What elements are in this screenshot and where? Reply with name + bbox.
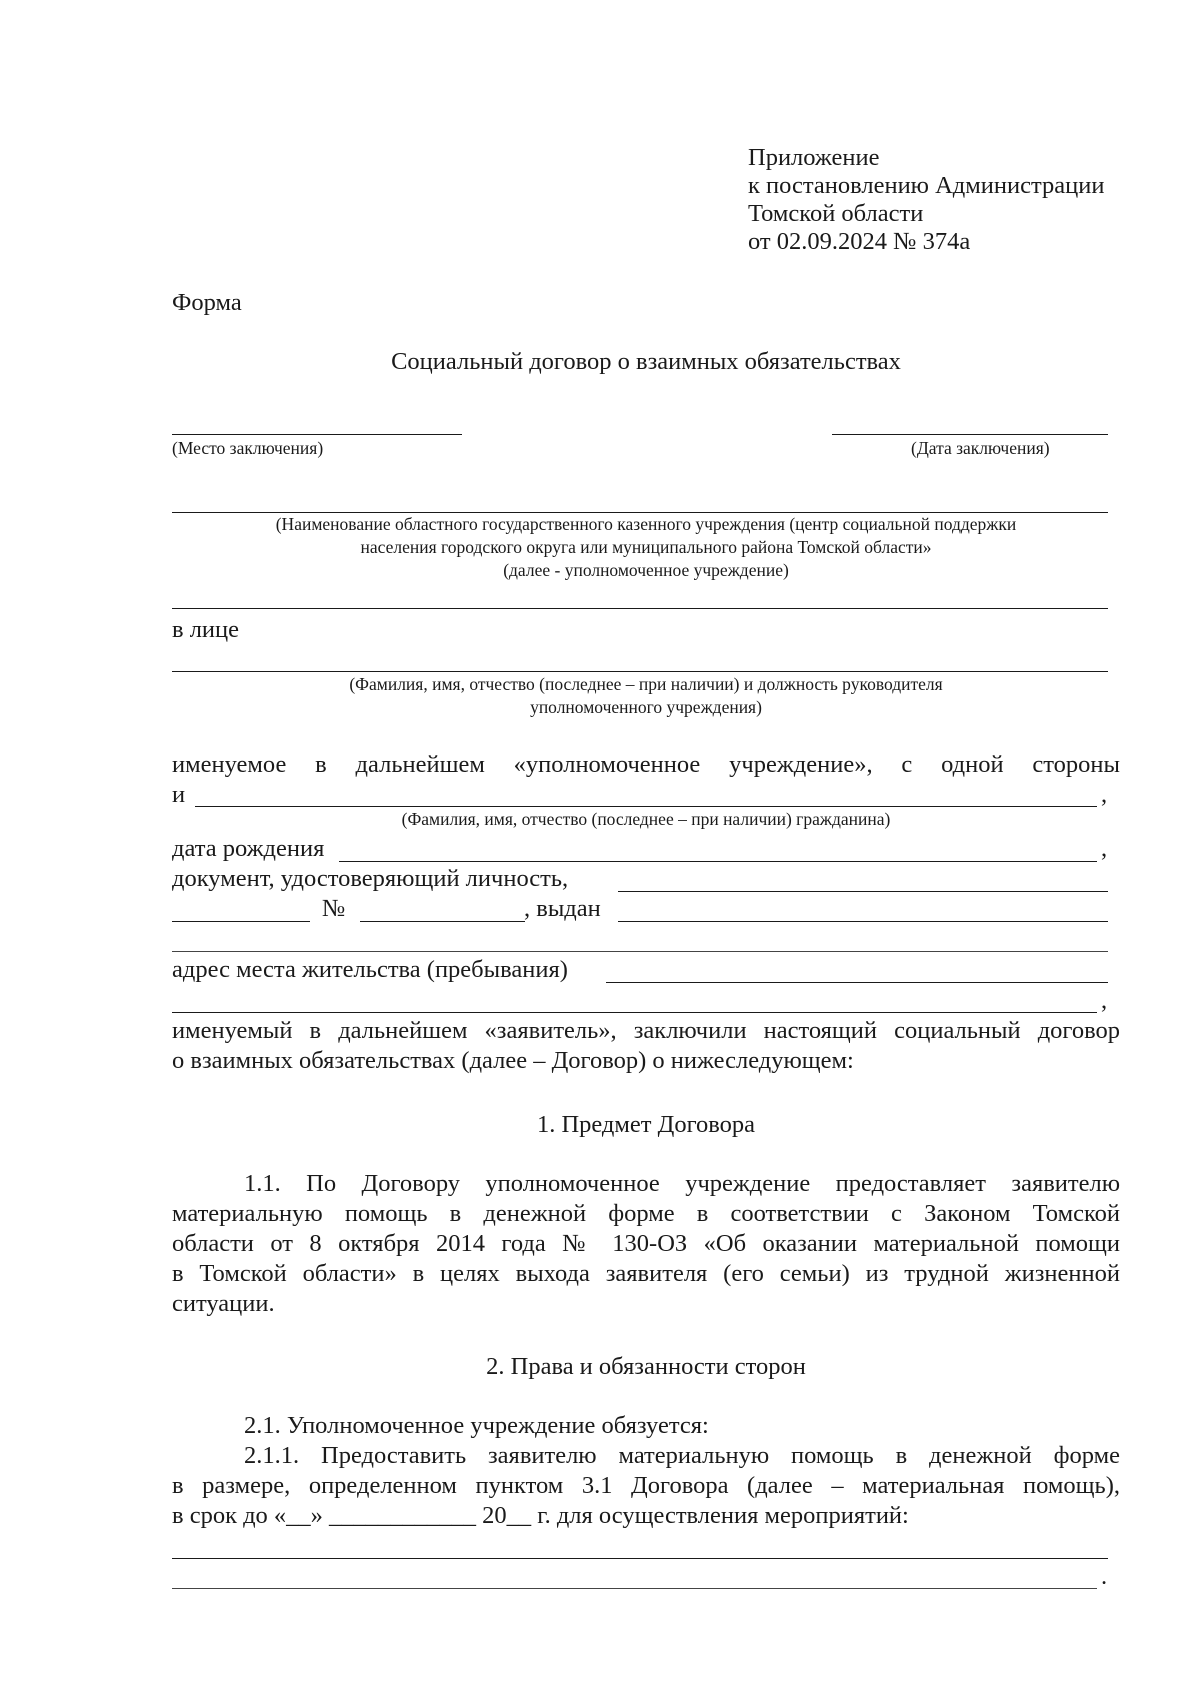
doc-issued-blank-2 — [172, 951, 1108, 952]
section2-title: 2. Права и обязанности сторон — [486, 1353, 806, 1380]
named-applicant-line1: именуемый в дальнейшем «заявитель», заключили настоящий социальный договор — [172, 1017, 1120, 1044]
appendix-decree: к постановлению Администрации — [748, 172, 1105, 199]
address-blank-2 — [172, 1012, 1097, 1013]
birth-date-comma: , — [1101, 835, 1108, 862]
head-caption-line2: уполномоченного учреждения) — [530, 697, 762, 717]
clause-1-1-line1: 1.1. По Договору уполномоченное учреждение предоставляет заявителю — [244, 1170, 1120, 1197]
named-applicant-paragraph — [172, 1016, 1120, 1076]
institution-caption-line2: населения городского округа или муниципального района Томской области» — [360, 537, 932, 557]
appendix-label: Приложение — [748, 144, 880, 171]
measures-blank-2 — [172, 1588, 1097, 1589]
citizen-caption: (Фамилия, имя, отчество (последнее – при наличии) гражданина) — [401, 809, 891, 829]
named-applicant-line2: о взаимных обязательствах (далее – Договор) о нижеследующем: — [172, 1047, 854, 1074]
clause-1-1-line3: области от 8 октября 2014 года № 130-ОЗ «Об оказании материальной помощи — [172, 1230, 1120, 1257]
citizen-blank — [195, 806, 1097, 807]
doc-number-blank — [360, 921, 525, 922]
clause-1-1 — [172, 1169, 1120, 1319]
clause-2-1-1-line1: 2.1.1. Предоставить заявителю материальную помощь в денежной форме — [244, 1442, 1120, 1469]
date-blank — [832, 434, 1108, 435]
clause-2-1-1-line2: в размере, определенном пунктом 3.1 Договора (далее – материальная помощь), — [172, 1472, 1120, 1499]
address-comma: , — [1101, 987, 1108, 1014]
birth-date-label: дата рождения — [172, 835, 325, 862]
head-caption-line1: (Фамилия, имя, отчество (последнее – при наличии) и должность руководителя — [349, 674, 943, 694]
doc-series-blank — [172, 921, 310, 922]
doc-issued-blank — [618, 921, 1108, 922]
identity-doc-blank — [618, 891, 1108, 892]
clause-1-1-line2: материальную помощь в денежной форме в соответствии с Законом Томской — [172, 1200, 1120, 1227]
form-label: Форма — [172, 289, 242, 316]
measures-blank — [172, 1558, 1108, 1559]
address-label: адрес места жительства (пребывания) — [172, 956, 568, 983]
institution-caption-line1: (Наименование областного государственного казенного учреждения (центр социальной поддержки — [275, 514, 1017, 534]
birth-date-blank — [339, 861, 1097, 862]
measures-period: . — [1101, 1563, 1108, 1590]
and-label: и — [172, 781, 186, 808]
place-blank — [172, 434, 462, 435]
institution-caption-line3: (далее - уполномоченное учреждение) — [503, 560, 789, 580]
citizen-comma: , — [1101, 781, 1108, 808]
clause-1-1-line5: ситуации. — [172, 1290, 275, 1317]
section1-title: 1. Предмет Договора — [536, 1111, 756, 1138]
head-blank — [172, 671, 1108, 672]
appendix-region: Томской области — [748, 200, 924, 227]
institution-blank-2 — [172, 608, 1108, 609]
doc-number-sign: № — [322, 895, 346, 922]
clause-2-1: 2.1. Уполномоченное учреждение обязуется: — [244, 1412, 709, 1439]
appendix-date-number: от 02.09.2024 № 374а — [748, 228, 971, 255]
named-institution-text: именуемое в дальнейшем «уполномоченное учреждение», с одной стороны — [172, 751, 1120, 778]
clause-2-1-1-line3: в срок до «__» ____________ 20__ г. для осуществления мероприятий: — [172, 1502, 909, 1529]
in-person-label: в лице — [172, 616, 240, 643]
place-caption: (Место заключения) — [172, 438, 324, 458]
doc-issued-label: , выдан — [524, 895, 601, 922]
clause-2-1-1 — [172, 1441, 1120, 1531]
identity-doc-label: документ, удостоверяющий личность, — [172, 865, 569, 892]
document-title: Социальный договор о взаимных обязательствах — [391, 348, 901, 375]
address-blank — [606, 982, 1108, 983]
clause-1-1-line4: в Томской области» в целях выхода заявителя (его семьи) из трудной жизненной — [172, 1260, 1120, 1287]
date-caption: (Дата заключения) — [911, 438, 1050, 458]
